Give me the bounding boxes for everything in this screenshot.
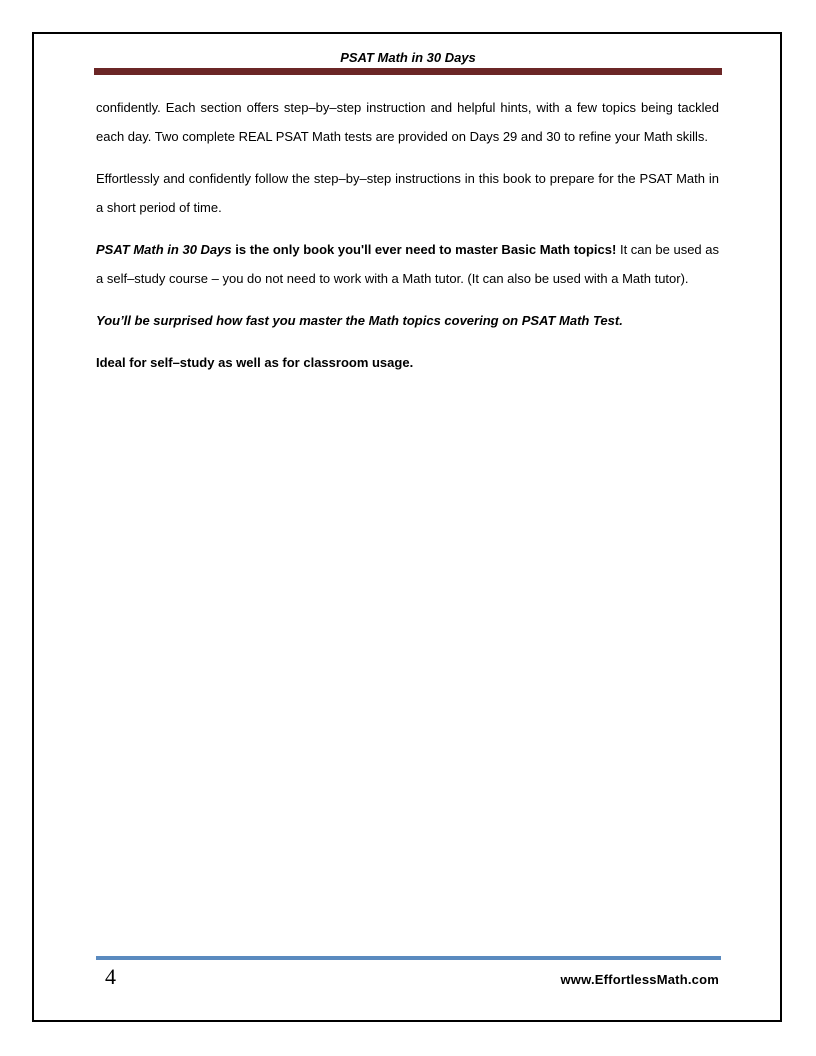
footer-rule	[96, 956, 721, 960]
paragraph-only-book	[96, 235, 719, 293]
paragraph-ideal: Ideal for self–study as well as for classroom usage.	[96, 355, 414, 370]
page-number: 4	[105, 964, 116, 989]
header-rule	[94, 68, 722, 75]
website-url: www.EffortlessMath.com	[560, 972, 719, 987]
page-body	[96, 93, 719, 390]
paragraph-intro-continued: confidently. Each section offers step–by–step instruction and helpful hints, with a few topics being tackled each day. Two complete REAL PSAT Math tests are provided on Days 29 and 30 to refine your Math skills.	[96, 100, 719, 144]
only-book-emphasis: is the only book you'll ever need to master Basic Math topics!	[231, 242, 617, 257]
only-book-rest: It can be used as a self–study course – you do not need to work with a Math tutor. (It can also be used with a Math tutor).	[96, 242, 720, 286]
paragraph-surprised: You’ll be surprised how fast you master the Math topics covering on PSAT Math Test.	[96, 313, 623, 328]
paragraph-effortlessly: Effortlessly and confidently follow the step–by–step instructions in this book to prepare for the PSAT Math in a short period of time.	[96, 171, 719, 215]
book-title-emphasis: PSAT Math in 30 Days	[96, 242, 232, 257]
running-header-title: PSAT Math in 30 Days	[340, 50, 476, 65]
